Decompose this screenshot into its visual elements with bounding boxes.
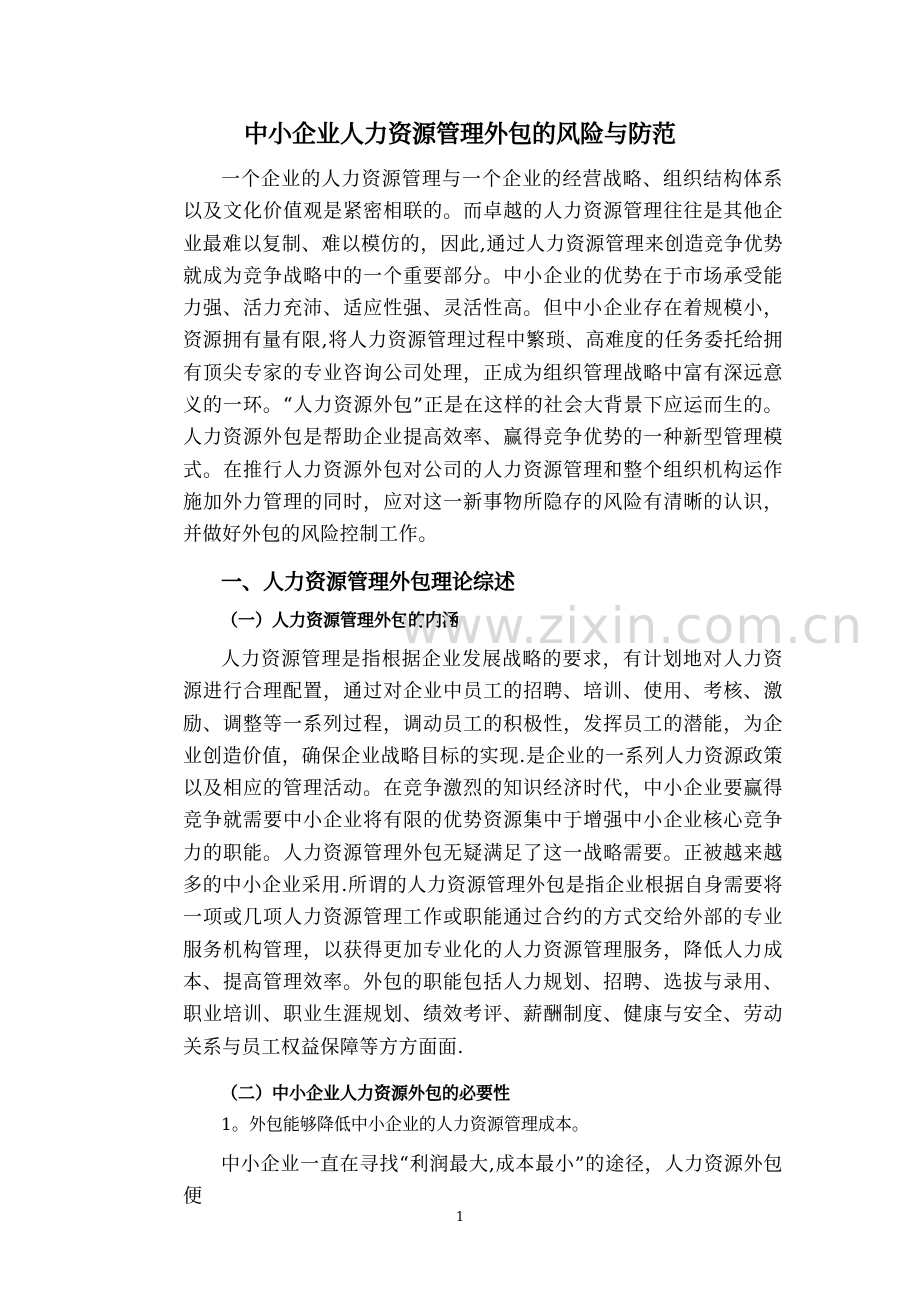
watermark-text: www.zixin.com.cn <box>400 597 864 655</box>
subsection-1-heading: （一）人力资源管理外包的内涵 <box>221 611 459 631</box>
intro-paragraph: 一个企业的人力资源管理与一个企业的经营战略、组织结构体系以及文化价值观是紧密相联的。而卓越的人力资源管理往往是其他企业最难以复制、难以模仿的，因此,通过人力资源管理来创造竞争优势就成为竞争战略中的一个重要部分。中小企业的优势在于市场承受能力强、活力充沛、适应性强、灵活性高。但中小企业存在着规模小，资源拥有量有限,将人力资源管理过程中繁琐、高难度的任务委托给拥有顶尖专家的专业咨询公司处理，正成为组织管理战略中富有深远意义的一环。“人力资源外包”正是在这样的社会大背景下应运而生的。人力资源外包是帮助企业提高效率、赢得竞争优势的一种新型管理模式。在推行人力资源外包对公司的人力资源管理和整个组织机构运作施加外力管理的同时，应对这一新事物所隐存的风险有清晰的认识，并做好外包的风险控制工作。 <box>183 168 783 546</box>
document-title: 中小企业人力资源管理外包的风险与防范 <box>244 120 676 148</box>
subsection-2-heading: （二）中小企业人力资源外包的必要性 <box>221 1084 510 1104</box>
page-number: 1 <box>455 1210 465 1225</box>
list-item-1-paragraph: 中小企业一直在寻找“利润最大,成本最小”的途径，人力资源外包便 <box>183 1153 783 1208</box>
list-item-1: 1。外包能够降低中小企业的人力资源管理成本。 <box>221 1115 589 1135</box>
section-1-heading: 一、人力资源管理外包理论综述 <box>221 570 515 594</box>
subsection-1-paragraph: 人力资源管理是指根据企业发展战略的要求，有计划地对人力资源进行合理配置，通过对企业中员工的招聘、培训、使用、考核、激励、调整等一系列过程，调动员工的积极性，发挥员工的潜能，为企业创造价值，确保企业战略目标的实现.是企业的一系列人力资源政策以及相应的管理活动。在竞争激烈的知识经济时代，中小企业要赢得竞争就需要中小企业将有限的优势资源集中于增强中小企业核心竞争力的职能。人力资源管理外包无疑满足了这一战略需要。正被越来越多的中小企业采用.所谓的人力资源管理外包是指企业根据自身需要将一项或几项人力资源管理工作或职能通过合约的方式交给外部的专业服务机构管理，以获得更加专业化的人力资源管理服务，降低人力成本、提高管理效率。外包的职能包括人力规划、招聘、选拔与录用、职业培训、职业生涯规划、绩效考评、薪酬制度、健康与安全、劳动关系与员工权益保障等方方面面. <box>183 648 783 1058</box>
